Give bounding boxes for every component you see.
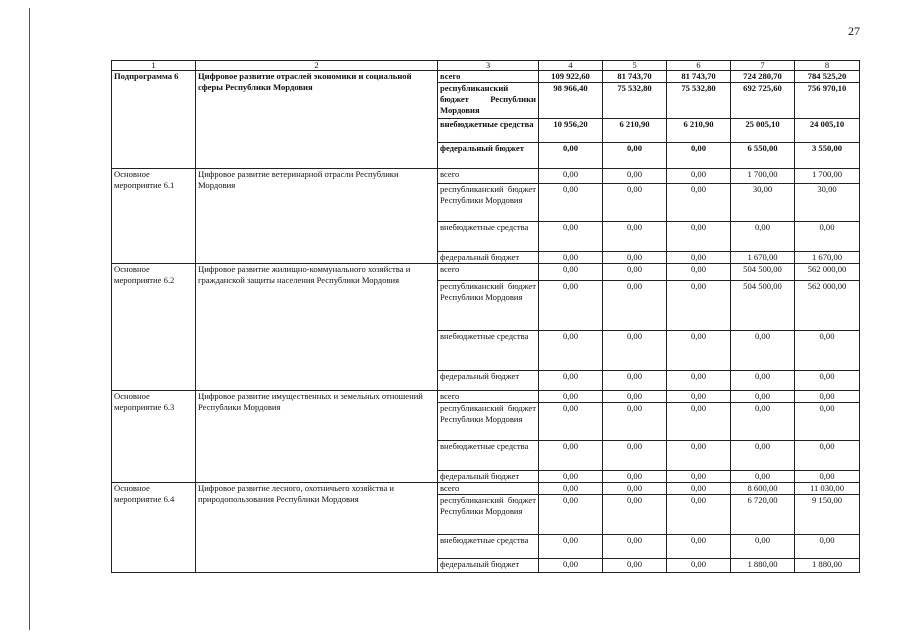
amount-cell: 25 005,10 (731, 119, 795, 143)
amount-cell: 0,00 (539, 495, 603, 535)
amount-cell: 10 956,20 (539, 119, 603, 143)
amount-cell: 0,00 (667, 281, 731, 331)
amount-cell: 1 700,00 (731, 169, 795, 184)
funding-source: внебюджетные средства (438, 441, 539, 471)
amount-cell: 0,00 (603, 184, 667, 222)
amount-cell: 0,00 (603, 483, 667, 495)
amount-cell: 8 600,00 (731, 483, 795, 495)
amount-cell: 692 725,60 (731, 83, 795, 119)
amount-cell: 0,00 (667, 184, 731, 222)
funding-source: всего (438, 264, 539, 281)
amount-cell: 0,00 (795, 441, 860, 471)
amount-cell: 0,00 (539, 471, 603, 483)
amount-cell: 0,00 (603, 403, 667, 441)
amount-cell: 0,00 (603, 471, 667, 483)
amount-cell: 0,00 (539, 184, 603, 222)
amount-cell: 6 210,90 (603, 119, 667, 143)
amount-cell: 0,00 (539, 169, 603, 184)
amount-cell: 1 700,00 (795, 169, 860, 184)
amount-cell: 9 150,00 (795, 495, 860, 535)
amount-cell: 0,00 (539, 391, 603, 403)
amount-cell: 30,00 (731, 184, 795, 222)
amount-cell: 81 743,70 (667, 71, 731, 83)
column-number: 1 (112, 61, 196, 71)
program-label: Основное мероприятие 6.2 (112, 264, 196, 391)
amount-cell: 0,00 (795, 222, 860, 252)
amount-cell: 0,00 (731, 403, 795, 441)
budget-table (111, 60, 860, 573)
amount-cell: 0,00 (539, 222, 603, 252)
amount-cell: 0,00 (603, 252, 667, 264)
amount-cell: 0,00 (603, 281, 667, 331)
amount-cell: 1 880,00 (795, 559, 860, 573)
column-number: 4 (539, 61, 603, 71)
funding-source: федеральный бюджет (438, 252, 539, 264)
funding-source: всего (438, 71, 539, 83)
column-number-row (112, 61, 860, 71)
amount-cell: 0,00 (539, 143, 603, 169)
program-label: Подпрограмма 6 (112, 71, 196, 169)
amount-cell: 0,00 (795, 403, 860, 441)
funding-source: всего (438, 483, 539, 495)
column-number: 5 (603, 61, 667, 71)
amount-cell: 11 030,00 (795, 483, 860, 495)
amount-cell: 0,00 (667, 252, 731, 264)
program-name: Цифровое развитие имущественных и земельных отношений Республики Мордовия (196, 391, 438, 483)
amount-cell: 6 720,00 (731, 495, 795, 535)
column-number: 8 (795, 61, 860, 71)
page-number: 27 (848, 24, 860, 38)
amount-cell: 0,00 (667, 535, 731, 559)
amount-cell: 0,00 (603, 535, 667, 559)
table-row (112, 264, 860, 281)
amount-cell: 75 532,80 (603, 83, 667, 119)
funding-source: республиканский бюджет Республики Мордовия (438, 281, 539, 331)
amount-cell: 75 532,80 (667, 83, 731, 119)
funding-source: внебюджетные средства (438, 535, 539, 559)
amount-cell: 0,00 (795, 471, 860, 483)
amount-cell: 1 670,00 (731, 252, 795, 264)
amount-cell: 1 670,00 (795, 252, 860, 264)
amount-cell: 24 005,10 (795, 119, 860, 143)
funding-source: федеральный бюджет (438, 143, 539, 169)
amount-cell: 0,00 (603, 222, 667, 252)
amount-cell: 0,00 (667, 559, 731, 573)
funding-source: республиканский бюджет Республики Мордовия (438, 403, 539, 441)
funding-source: республиканский бюджет Республики Мордовия (438, 495, 539, 535)
program-label: Основное мероприятие 6.1 (112, 169, 196, 264)
amount-cell: 6 550,00 (731, 143, 795, 169)
amount-cell: 504 500,00 (731, 264, 795, 281)
amount-cell: 0,00 (667, 483, 731, 495)
amount-cell: 0,00 (603, 371, 667, 391)
funding-source: внебюджетные средства (438, 331, 539, 371)
funding-source: федеральный бюджет (438, 371, 539, 391)
funding-source: всего (438, 391, 539, 403)
amount-cell: 0,00 (667, 495, 731, 535)
amount-cell: 0,00 (795, 331, 860, 371)
amount-cell: 0,00 (731, 391, 795, 403)
table-row (112, 71, 860, 83)
amount-cell: 0,00 (667, 331, 731, 371)
amount-cell: 0,00 (667, 471, 731, 483)
amount-cell: 0,00 (667, 169, 731, 184)
amount-cell: 784 525,20 (795, 71, 860, 83)
amount-cell: 0,00 (667, 143, 731, 169)
table-row (112, 483, 860, 495)
program-label: Основное мероприятие 6.3 (112, 391, 196, 483)
column-number: 3 (438, 61, 539, 71)
amount-cell: 0,00 (539, 559, 603, 573)
amount-cell: 0,00 (667, 222, 731, 252)
amount-cell: 0,00 (667, 441, 731, 471)
amount-cell: 724 280,70 (731, 71, 795, 83)
amount-cell: 6 210,90 (667, 119, 731, 143)
amount-cell: 0,00 (603, 264, 667, 281)
column-number: 6 (667, 61, 731, 71)
amount-cell: 0,00 (539, 252, 603, 264)
amount-cell: 0,00 (539, 371, 603, 391)
amount-cell: 0,00 (731, 441, 795, 471)
program-name: Цифровое развитие ветеринарной отрасли Республики Мордовия (196, 169, 438, 264)
funding-source: внебюджетные средства (438, 222, 539, 252)
amount-cell: 0,00 (603, 559, 667, 573)
amount-cell: 0,00 (667, 391, 731, 403)
amount-cell: 562 000,00 (795, 264, 860, 281)
amount-cell: 0,00 (539, 441, 603, 471)
table-row (112, 169, 860, 184)
amount-cell: 0,00 (731, 535, 795, 559)
amount-cell: 0,00 (539, 535, 603, 559)
amount-cell: 30,00 (795, 184, 860, 222)
amount-cell: 0,00 (539, 281, 603, 331)
amount-cell: 3 550,00 (795, 143, 860, 169)
funding-source: всего (438, 169, 539, 184)
amount-cell: 562 000,00 (795, 281, 860, 331)
program-name: Цифровое развитие жилищно-коммунального хозяйства и гражданской защиты населения Республики Мордовия (196, 264, 438, 391)
amount-cell: 756 970,10 (795, 83, 860, 119)
amount-cell: 0,00 (539, 264, 603, 281)
program-name: Цифровое развитие отраслей экономики и социальной сферы Республики Мордовия (196, 71, 438, 169)
funding-source: республиканский бюджет Республики Мордовия (438, 184, 539, 222)
program-label: Основное мероприятие 6.4 (112, 483, 196, 573)
amount-cell: 0,00 (795, 535, 860, 559)
amount-cell: 0,00 (603, 495, 667, 535)
column-number: 2 (196, 61, 438, 71)
amount-cell: 109 922,60 (539, 71, 603, 83)
amount-cell: 0,00 (603, 169, 667, 184)
amount-cell: 0,00 (667, 371, 731, 391)
amount-cell: 0,00 (731, 371, 795, 391)
amount-cell: 0,00 (731, 222, 795, 252)
scan-margin-line (29, 8, 30, 630)
amount-cell: 0,00 (603, 391, 667, 403)
budget-table-body (112, 61, 860, 573)
amount-cell: 0,00 (539, 331, 603, 371)
amount-cell: 0,00 (795, 371, 860, 391)
amount-cell: 0,00 (795, 391, 860, 403)
amount-cell: 0,00 (667, 403, 731, 441)
amount-cell: 0,00 (603, 331, 667, 371)
amount-cell: 0,00 (731, 471, 795, 483)
amount-cell: 504 500,00 (731, 281, 795, 331)
funding-source: федеральный бюджет (438, 471, 539, 483)
funding-source: внебюджетные средства (438, 119, 539, 143)
amount-cell: 1 880,00 (731, 559, 795, 573)
funding-source: федеральный бюджет (438, 559, 539, 573)
amount-cell: 0,00 (603, 143, 667, 169)
amount-cell: 0,00 (539, 403, 603, 441)
program-name: Цифровое развитие лесного, охотничьего хозяйства и природопользования Республики Мордовия (196, 483, 438, 573)
amount-cell: 98 966,40 (539, 83, 603, 119)
amount-cell: 81 743,70 (603, 71, 667, 83)
amount-cell: 0,00 (603, 441, 667, 471)
table-row (112, 391, 860, 403)
amount-cell: 0,00 (539, 483, 603, 495)
amount-cell: 0,00 (731, 331, 795, 371)
column-number: 7 (731, 61, 795, 71)
amount-cell: 0,00 (667, 264, 731, 281)
funding-source: республиканский бюджет Республики Мордовия (438, 83, 539, 119)
